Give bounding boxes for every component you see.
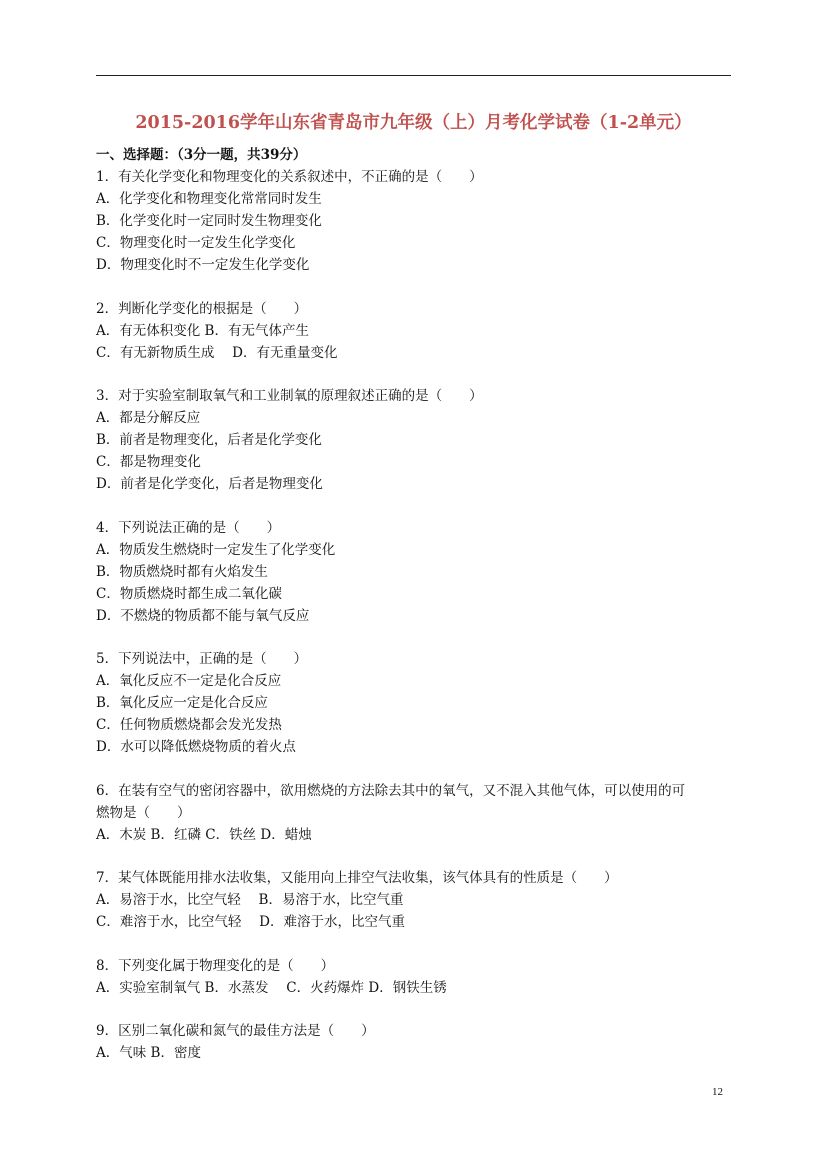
option-b: B．物质燃烧时都有火焰发生 [96,563,268,580]
question-2 [96,298,741,364]
question-5 [96,648,741,758]
question-8 [96,955,741,999]
option-b: B．化学变化时一定同时发生物理变化 [96,213,322,229]
options-ab: A．易溶于水，比空气轻 B．易溶于水，比空气重 [96,892,404,908]
options-ab: A．有无体积变化 B．有无气体产生 [96,322,309,339]
question-stem: 6．在装有空气的密闭容器中，欲用燃烧的方法除去其中的氧气，又不混入其他气体，可以使用的可 [96,782,686,799]
header-rule [96,75,731,76]
question-6 [96,780,741,846]
exam-title: 2015-2016学年山东省青岛市九年级（上）月考化学试卷（1-2单元） [135,113,692,133]
question-4 [96,517,741,627]
option-a: A．化学变化和物理变化常常同时发生 [96,191,322,207]
option-a: A．都是分解反应 [96,410,201,426]
question-stem: 8．下列变化属于物理变化的是（ ） [96,957,335,974]
question-3 [96,385,741,495]
question-1 [96,166,741,276]
question-stem: 2．判断化学变化的根据是（ ） [96,300,308,317]
options-ab: A．气味 B．密度 [96,1045,201,1061]
question-stem: 7．某气体既能用排水法收集，又能用向上排空气法收集，该气体具有的性质是（ ） [96,870,618,886]
question-9 [96,1020,741,1064]
option-c: C．物理变化时一定发生化学变化 [96,235,296,251]
question-stem: 4．下列说法正确的是（ ） [96,519,281,536]
exam-content [96,144,741,1086]
question-stem-cont: 燃物是（ ） [96,804,191,821]
question-stem: 9．区别二氧化碳和氮气的最佳方法是（ ） [96,1023,375,1039]
option-d: D．水可以降低燃烧物质的着火点 [96,739,296,755]
question-stem: 3．对于实验室制取氧气和工业制氧的原理叙述正确的是（ ） [96,388,483,404]
option-d: D．物理变化时不一定发生化学变化 [96,257,310,273]
option-d: D．前者是化学变化，后者是物理变化 [96,476,323,492]
question-stem: 1．有关化学变化和物理变化的关系叙述中，不正确的是（ ） [96,169,483,185]
option-a: A．氧化反应不一定是化合反应 [96,673,282,689]
options-abcd: A．木炭 B．红磷 C．铁丝 D．蜡烛 [96,826,312,843]
section-heading: 一、选择题：（3分一题，共39分） [96,147,307,163]
options-cd: C．有无新物质生成 D．有无重量变化 [96,344,338,361]
option-d: D．不燃烧的物质都不能与氧气反应 [96,607,310,624]
question-stem: 5．下列说法中，正确的是（ ） [96,651,308,667]
option-b: B．氧化反应一定是化合反应 [96,695,268,711]
question-7 [96,867,741,933]
option-a: A．物质发生燃烧时一定发生了化学变化 [96,541,336,558]
options-abcd: A．实验室制氧气 B．水蒸发 C．火药爆炸 D．钢铁生锈 [96,979,447,996]
option-c: C．任何物质燃烧都会发光发热 [96,717,282,733]
options-cd: C．难溶于水，比空气轻 D．难溶于水，比空气重 [96,914,405,930]
option-c: C．物质燃烧时都生成二氧化碳 [96,585,282,602]
option-c: C．都是物理变化 [96,454,201,470]
option-b: B．前者是物理变化，后者是化学变化 [96,432,322,448]
page-number: 12 [712,1086,723,1098]
